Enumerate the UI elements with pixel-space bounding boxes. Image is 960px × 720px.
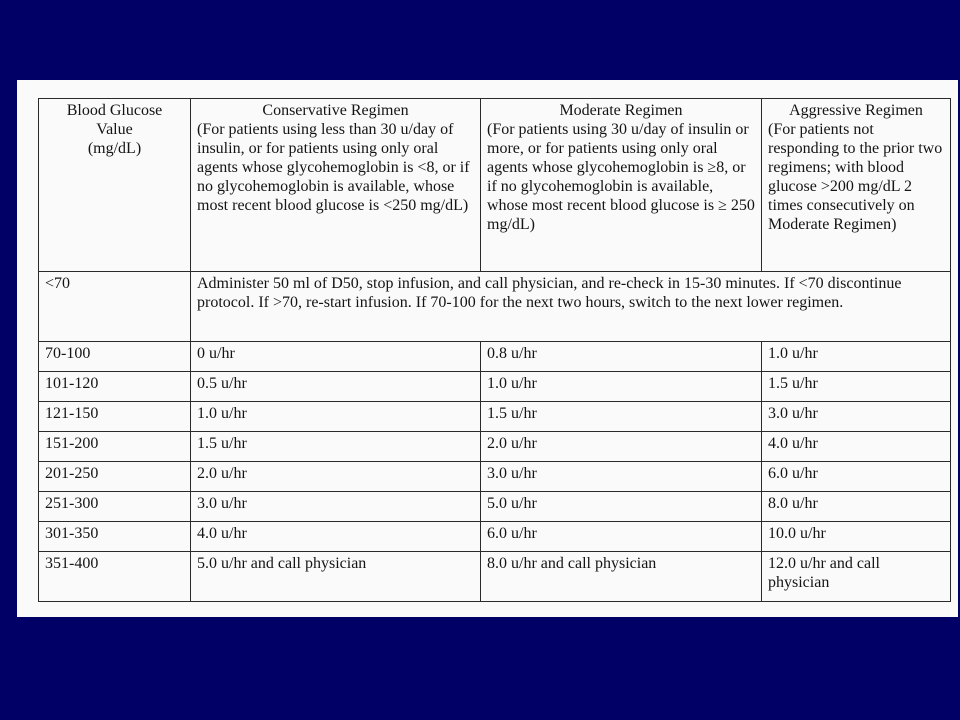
moderate-dose-cell: 1.0 u/hr bbox=[481, 372, 762, 402]
table-row bbox=[39, 462, 951, 492]
aggressive-dose-cell: 4.0 u/hr bbox=[762, 432, 951, 462]
moderate-description: (For patients using 30 u/day of insulin or more, or for patients using only oral agents whose glycohemoglobin is ≥8, or if no glycohemoglobin is available, whose most recent blood glucose is ≥ 250 mg/dL) bbox=[487, 121, 755, 233]
aggressive-title: Aggressive Regimen bbox=[789, 102, 923, 119]
low-glucose-row bbox=[39, 272, 951, 342]
range-cell: 301-350 bbox=[39, 522, 191, 552]
moderate-dose-cell: 6.0 u/hr bbox=[481, 522, 762, 552]
moderate-dose-cell: 5.0 u/hr bbox=[481, 492, 762, 522]
table-row bbox=[39, 372, 951, 402]
moderate-dose-cell: 1.5 u/hr bbox=[481, 402, 762, 432]
low-range-cell: <70 bbox=[39, 272, 191, 342]
aggressive-dose-cell: 1.5 u/hr bbox=[762, 372, 951, 402]
aggressive-dose-cell: 12.0 u/hr and call physician bbox=[762, 552, 951, 602]
range-cell: 201-250 bbox=[39, 462, 191, 492]
header-aggressive-regimen bbox=[762, 99, 951, 272]
conservative-dose-cell: 0.5 u/hr bbox=[191, 372, 481, 402]
conservative-dose-cell: 4.0 u/hr bbox=[191, 522, 481, 552]
moderate-dose-cell: 3.0 u/hr bbox=[481, 462, 762, 492]
moderate-dose-cell: 2.0 u/hr bbox=[481, 432, 762, 462]
aggressive-dose-cell: 10.0 u/hr bbox=[762, 522, 951, 552]
range-cell: 101-120 bbox=[39, 372, 191, 402]
table-row bbox=[39, 342, 951, 372]
table-row bbox=[39, 492, 951, 522]
conservative-dose-cell: 1.0 u/hr bbox=[191, 402, 481, 432]
aggressive-description: (For patients not responding to the prior two regimens; with blood glucose >200 mg/dL 2 times consecutively on Moderate Regimen) bbox=[768, 121, 943, 233]
header-row bbox=[39, 99, 951, 272]
table-row bbox=[39, 552, 951, 602]
table-row bbox=[39, 522, 951, 552]
header-conservative-regimen bbox=[191, 99, 481, 272]
range-cell: 70-100 bbox=[39, 342, 191, 372]
range-cell: 121-150 bbox=[39, 402, 191, 432]
aggressive-dose-cell: 3.0 u/hr bbox=[762, 402, 951, 432]
range-cell: 251-300 bbox=[39, 492, 191, 522]
header-blood-glucose: Blood Glucose Value (mg/dL) bbox=[39, 99, 191, 272]
low-instruction-cell: Administer 50 ml of D50, stop infusion, and call physician, and re-check in 15-30 minutes. If <70 discontinue protocol. If >70, re-start infusion. If 70-100 for the next two hours, switch to the next lower regimen. bbox=[191, 272, 951, 342]
conservative-dose-cell: 2.0 u/hr bbox=[191, 462, 481, 492]
aggressive-dose-cell: 6.0 u/hr bbox=[762, 462, 951, 492]
insulin-regimen-table bbox=[38, 98, 951, 602]
conservative-title: Conservative Regimen bbox=[262, 102, 409, 119]
conservative-dose-cell: 0 u/hr bbox=[191, 342, 481, 372]
moderate-dose-cell: 0.8 u/hr bbox=[481, 342, 762, 372]
table-row bbox=[39, 432, 951, 462]
range-cell: 151-200 bbox=[39, 432, 191, 462]
moderate-dose-cell: 8.0 u/hr and call physician bbox=[481, 552, 762, 602]
aggressive-dose-cell: 8.0 u/hr bbox=[762, 492, 951, 522]
range-cell: 351-400 bbox=[39, 552, 191, 602]
aggressive-dose-cell: 1.0 u/hr bbox=[762, 342, 951, 372]
table-row bbox=[39, 402, 951, 432]
conservative-description: (For patients using less than 30 u/day of insulin, or for patients using only oral agents whose glycohemoglobin is <8, or if no glycohemoglobin is available, whose most recent blood glucose is <250 mg/dL) bbox=[197, 121, 470, 214]
conservative-dose-cell: 1.5 u/hr bbox=[191, 432, 481, 462]
header-moderate-regimen bbox=[481, 99, 762, 272]
conservative-dose-cell: 3.0 u/hr bbox=[191, 492, 481, 522]
moderate-title: Moderate Regimen bbox=[559, 102, 683, 119]
conservative-dose-cell: 5.0 u/hr and call physician bbox=[191, 552, 481, 602]
